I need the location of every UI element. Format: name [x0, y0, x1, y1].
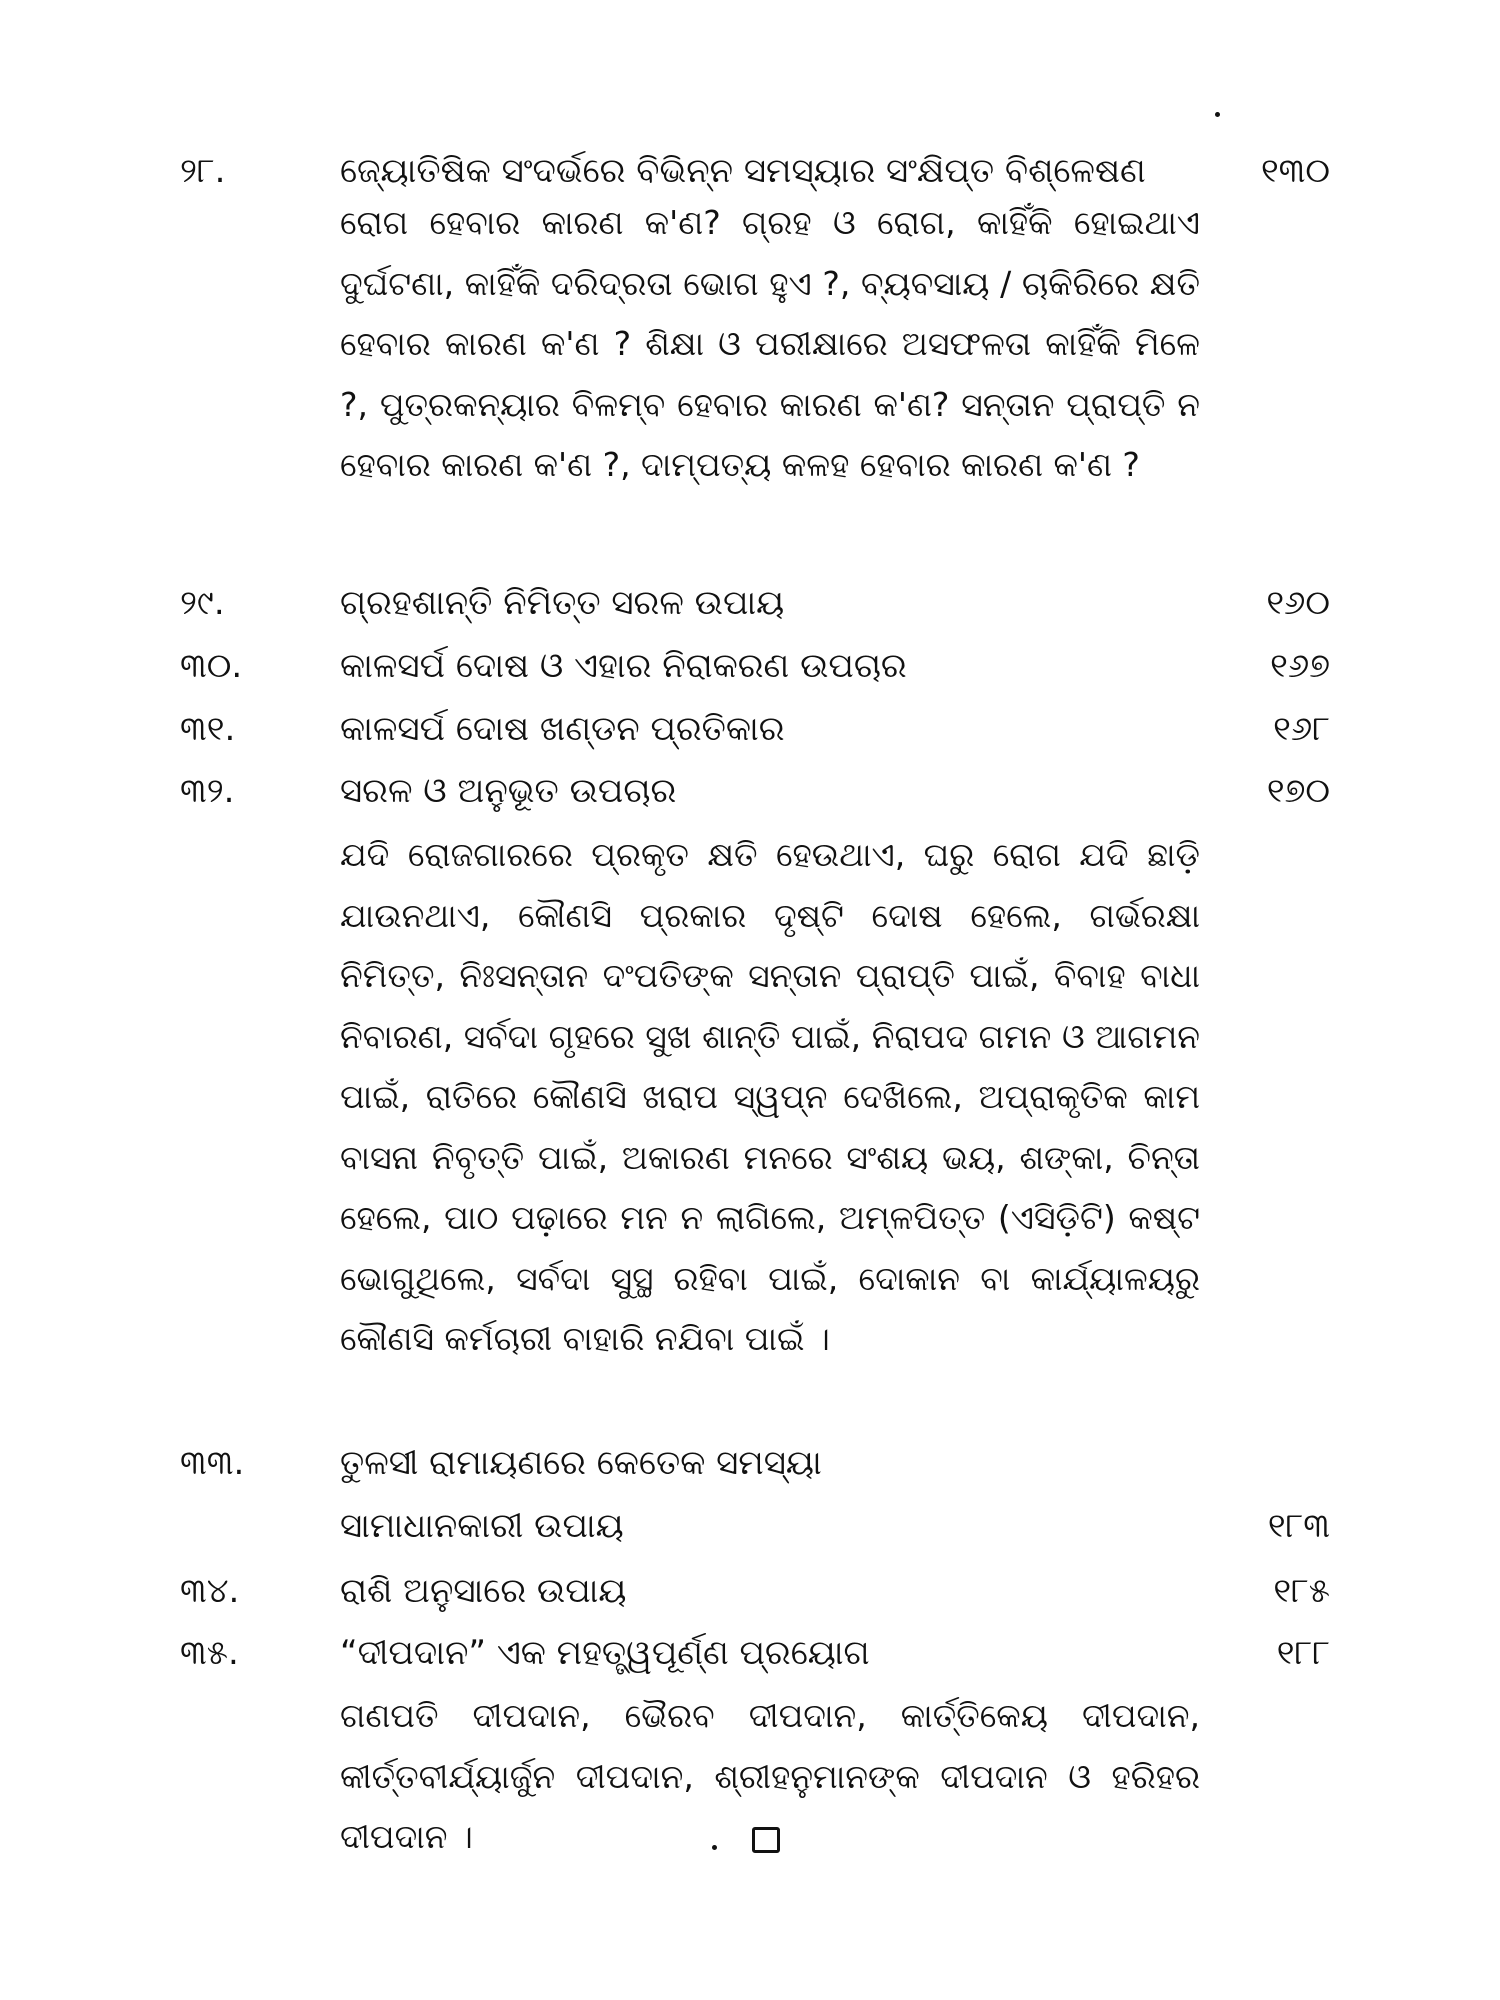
- entry-page-number: ୧୬୮: [1273, 709, 1330, 749]
- entry-page-number: ୧୬୦: [1266, 583, 1330, 623]
- entry-title-continuation: ସାମାଧାନକାରୀ ଉପାୟ: [340, 1506, 624, 1546]
- entry-title: ଜ୍ୟୋତିଷିକ ସଂଦର୍ଭରେ ବିଭିନ୍ନ ସମସ୍ୟାର ସଂକ୍ଷିପ୍ତ ବିଶ୍ଳେଷଣ: [340, 151, 1146, 191]
- toc-entry: [180, 148, 1330, 194]
- entry-description: ଯଦି ରୋଜଗାରରେ ପ୍ରକୃତ କ୍ଷତି ହେଉଥାଏ, ଘରୁ ରୋଗ ଯଦି ଛାଡ଼ି ଯାଉନଥାଏ, କୌଣସି ପ୍ରକାର ଦୃଷ୍ଟି ଦୋଷ ହେଲେ, ଗର୍ଭରକ୍ଷା ନିମିତ୍ତ, ନିଃସନ୍ତାନ ଦଂପତିଙ୍କ ସନ୍ତାନ ପ୍ରାପ୍ତି ପାଇଁ, ବିବାହ ବାଧା ନିବାରଣ, ସର୍ବଦା ଗୃହରେ ସୁଖ ଶାନ୍ତି ପାଇଁ, ନିରାପଦ ଗମନ ଓ ଆଗମନ ପାଇଁ, ରାତିରେ କୌଣସି ଖରାପ ସ୍ୱପ୍ନ ଦେଖିଲେ, ଅପ୍ରାକୃତିକ କାମ ବାସନା ନିବୃତ୍ତି ପାଇଁ, ଅକାରଣ ମନରେ ସଂଶୟ ଭୟ, ଶଙ୍କା, ଚିନ୍ତା ହେଲେ, ପାଠ ପଢ଼ାରେ ମନ ନ ଲାଗିଲେ, ଅମ୍ଳପିତ୍ତ (ଏସିଡ଼ିଟି) କଷ୍ଟ ଭୋଗୁଥିଲେ, ସର୍ବଦା ସୁସ୍ଥ ରହିବା ପାଇଁ, ଦୋକାନ ବା କାର୍ଯ୍ୟାଳୟରୁ କୌଣସି କର୍ମଚାରୀ ବାହାରି ନଯିବା ପାଇଁ ।: [340, 835, 1200, 1358]
- entry-title: ତୁଳସୀ ରାମାୟଣରେ କେତେକ ସମସ୍ୟା: [340, 1443, 822, 1483]
- print-speck: [712, 1845, 717, 1850]
- toc-entry: [180, 768, 1330, 814]
- entry-number: ୩୩.: [180, 1443, 245, 1483]
- entry-page-number: ୧୮୮: [1276, 1633, 1330, 1673]
- toc-entry: [180, 1440, 1330, 1549]
- entry-page-number: ୧୩୦: [1260, 151, 1330, 191]
- entry-page-number: ୧୮୫: [1273, 1571, 1330, 1611]
- entry-page-number: ୧୭୦: [1266, 771, 1330, 811]
- entry-number: ୨୮.: [180, 151, 226, 191]
- entry-page-number: ୧୮୩: [1267, 1506, 1330, 1546]
- entry-title: କାଳସର୍ପ ଦୋଷ ଖଣ୍ଡନ ପ୍ରତିକାର: [340, 709, 785, 749]
- entry-number: ୩୧.: [180, 709, 236, 749]
- entry-title: ଗ୍ରହଶାନ୍ତି ନିମିତ୍ତ ସରଳ ଉପାୟ: [340, 583, 785, 623]
- entry-number: ୩୨.: [180, 771, 235, 811]
- entry-title: ସରଳ ଓ ଅନୁଭୂତ ଉପଚାର: [340, 771, 677, 811]
- end-mark-square-icon: [752, 1827, 780, 1853]
- toc-entry: [180, 1568, 1330, 1614]
- entry-number: ୩୦.: [180, 646, 243, 686]
- entry-page-number: ୧୬୭: [1270, 646, 1330, 686]
- toc-entry: [180, 706, 1330, 752]
- entry-number: ୩୪.: [180, 1571, 240, 1611]
- entry-title: ରାଶି ଅନୁସାରେ ଉପାୟ: [340, 1571, 627, 1611]
- toc-entry: [180, 643, 1330, 689]
- toc-entry: [180, 580, 1330, 626]
- entry-number: ୩୫.: [180, 1633, 239, 1673]
- entry-number: ୨୯.: [180, 583, 225, 623]
- entry-description: ରୋଗ ହେବାର କାରଣ କ'ଣ? ଗ୍ରହ ଓ ରୋଗ, କାହିଁକି ହୋଇଥାଏ ଦୁର୍ଘଟଣା, କାହିଁକି ଦରିଦ୍ରତା ଭୋଗ ହୁଏ ?, ବ୍ୟବସାୟ / ଚାକିରିରେ କ୍ଷତି ହେବାର କାରଣ କ'ଣ ? ଶିକ୍ଷା ଓ ପରୀକ୍ଷାରେ ଅସଫଳତା କାହିଁକି ମିଳେ ?, ପୁତ୍ରକନ୍ୟାର ବିଳମ୍ବ ହେବାର କାରଣ କ'ଣ? ସନ୍ତାନ ପ୍ରାପ୍ତି ନ ହେବାର କାରଣ କ'ଣ ?, ଦାମ୍ପତ୍ୟ କଳହ ହେବାର କାରଣ କ'ଣ ?: [340, 203, 1200, 484]
- entry-description: ଗଣପତି ଦୀପଦାନ, ଭୈରବ ଦୀପଦାନ, କାର୍ତ୍ତିକେୟ ଦୀପଦାନ, କୀର୍ତ୍ତବୀର୍ଯ୍ୟାର୍ଜୁନ ଦୀପଦାନ, ଶ୍ରୀହନୁମାନଙ୍କ ଦୀପଦାନ ଓ ହରିହର ଦୀପଦାନ ।: [340, 1696, 1200, 1856]
- print-speck: [1215, 112, 1220, 117]
- entry-title: କାଳସର୍ପ ଦୋଷ ଓ ଏହାର ନିରାକରଣ ଉପଚାର: [340, 646, 907, 686]
- toc-entry: [180, 1630, 1330, 1676]
- entry-title: “ଦୀପଦାନ” ଏକ ମହତ୍ତ୍ୱପୂର୍ଣ୍ଣ ପ୍ରୟୋଗ: [340, 1633, 870, 1673]
